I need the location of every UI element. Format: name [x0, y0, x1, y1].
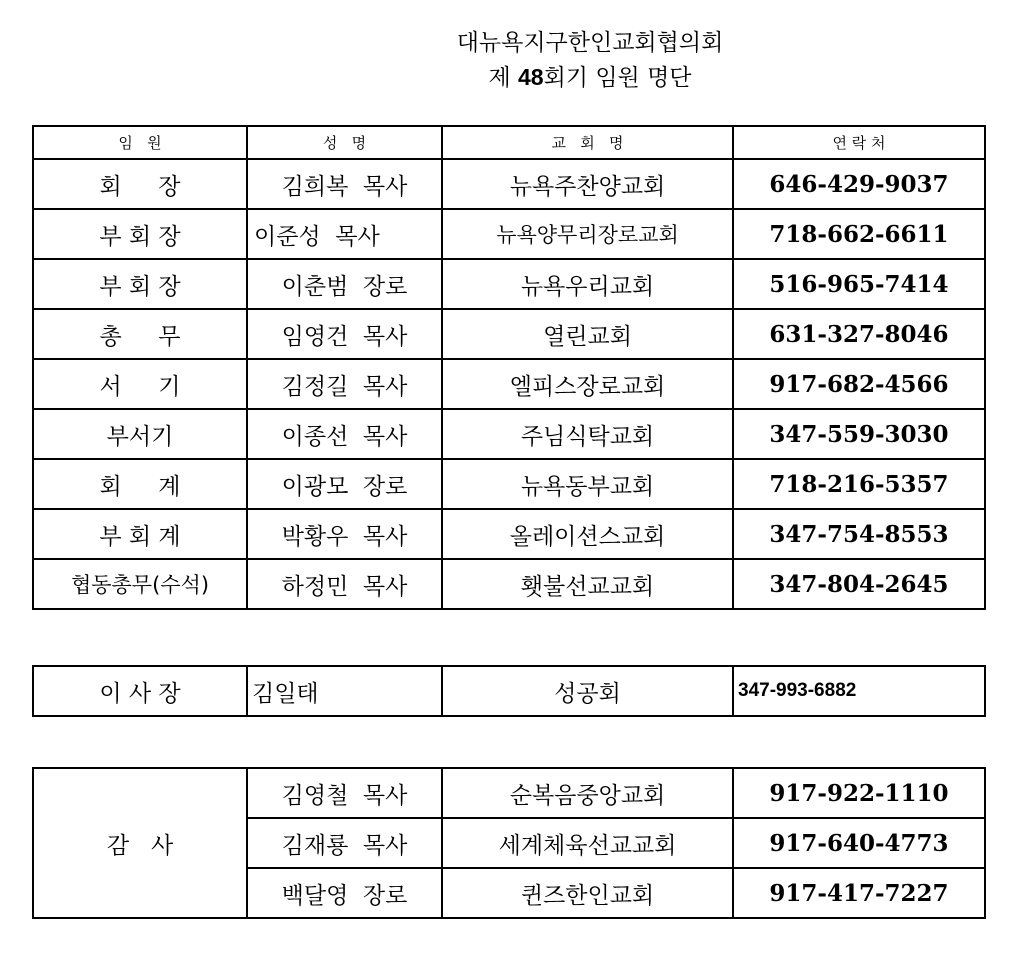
table-row [33, 209, 985, 259]
church-cell: 엘피스장로교회 [442, 359, 733, 409]
phone-cell: 516-965-7414 [733, 259, 985, 309]
name-cell: 박황우 목사 [247, 509, 442, 559]
table-row [33, 159, 985, 209]
phone-cell: 718-662-6611 [733, 209, 985, 259]
phone-cell: 347-993-6882 [733, 666, 985, 716]
phone-cell: 917-417-7227 [733, 868, 985, 918]
name-cell: 하정민 목사 [247, 559, 442, 609]
table-row [33, 666, 985, 716]
name-cell: 이광모 장로 [247, 459, 442, 509]
table-row [33, 509, 985, 559]
name-cell: 김정길 목사 [247, 359, 442, 409]
table-row [33, 559, 985, 609]
document-subtitle [78, 62, 1024, 93]
phone-cell: 917-640-4773 [733, 818, 985, 868]
role-cell: 부서기 [33, 409, 247, 459]
name-cell: 김재룡 목사 [247, 818, 442, 868]
phone-cell: 917-922-1110 [733, 768, 985, 818]
phone-cell: 347-804-2645 [733, 559, 985, 609]
officers-table [32, 125, 986, 610]
table-row [33, 459, 985, 509]
role-cell: 협동총무(수석) [33, 559, 247, 609]
header-church: 교 회 명 [442, 126, 733, 159]
name-cell: 백달영 장로 [247, 868, 442, 918]
header-name: 성 명 [247, 126, 442, 159]
church-cell: 순복음중앙교회 [442, 768, 733, 818]
chairman-table [32, 665, 986, 717]
role-cell: 감 사 [33, 768, 247, 918]
name-cell: 김희복 목사 [247, 159, 442, 209]
name-cell: 김일태 [247, 666, 442, 716]
table-row [33, 409, 985, 459]
name-cell: 이춘범 장로 [247, 259, 442, 309]
name-cell: 이종선 목사 [247, 409, 442, 459]
name-cell: 이준성 목사 [247, 209, 442, 259]
church-cell: 뉴욕우리교회 [442, 259, 733, 309]
phone-cell: 718-216-5357 [733, 459, 985, 509]
phone-cell: 347-559-3030 [733, 409, 985, 459]
role-cell: 이 사 장 [33, 666, 247, 716]
phone-cell: 917-682-4566 [733, 359, 985, 409]
role-cell: 부 회 계 [33, 509, 247, 559]
subtitle-suffix: 회기 임원 명단 [543, 65, 692, 91]
role-cell: 부 회 장 [33, 209, 247, 259]
phone-cell: 631-327-8046 [733, 309, 985, 359]
church-cell: 횃불선교교회 [442, 559, 733, 609]
church-cell: 세계체육선교교회 [442, 818, 733, 868]
church-cell: 성공회 [442, 666, 733, 716]
table-row [33, 768, 985, 818]
header-contact: 연 락 처 [733, 126, 985, 159]
church-cell: 뉴욕동부교회 [442, 459, 733, 509]
name-cell: 김영철 목사 [247, 768, 442, 818]
table-header-row [33, 126, 985, 159]
role-cell: 서 기 [33, 359, 247, 409]
church-cell: 주님식탁교회 [442, 409, 733, 459]
phone-cell: 347-754-8553 [733, 509, 985, 559]
name-cell: 임영건 목사 [247, 309, 442, 359]
phone-cell: 646-429-9037 [733, 159, 985, 209]
table-row [33, 309, 985, 359]
church-cell: 퀸즈한인교회 [442, 868, 733, 918]
subtitle-prefix: 제 [488, 65, 518, 91]
role-cell: 부 회 장 [33, 259, 247, 309]
table-row [33, 359, 985, 409]
church-cell: 뉴욕주찬양교회 [442, 159, 733, 209]
auditors-table [32, 767, 986, 919]
table-row [33, 259, 985, 309]
church-cell: 열린교회 [442, 309, 733, 359]
document-title: 대뉴욕지구한인교회협의회 [456, 30, 724, 56]
church-cell: 올레이션스교회 [442, 509, 733, 559]
role-cell: 회 장 [33, 159, 247, 209]
church-cell: 뉴욕양무리장로교회 [442, 209, 733, 259]
header-role: 임 원 [33, 126, 247, 159]
term-number: 48 [518, 64, 544, 90]
role-cell: 총 무 [33, 309, 247, 359]
role-cell: 회 계 [33, 459, 247, 509]
